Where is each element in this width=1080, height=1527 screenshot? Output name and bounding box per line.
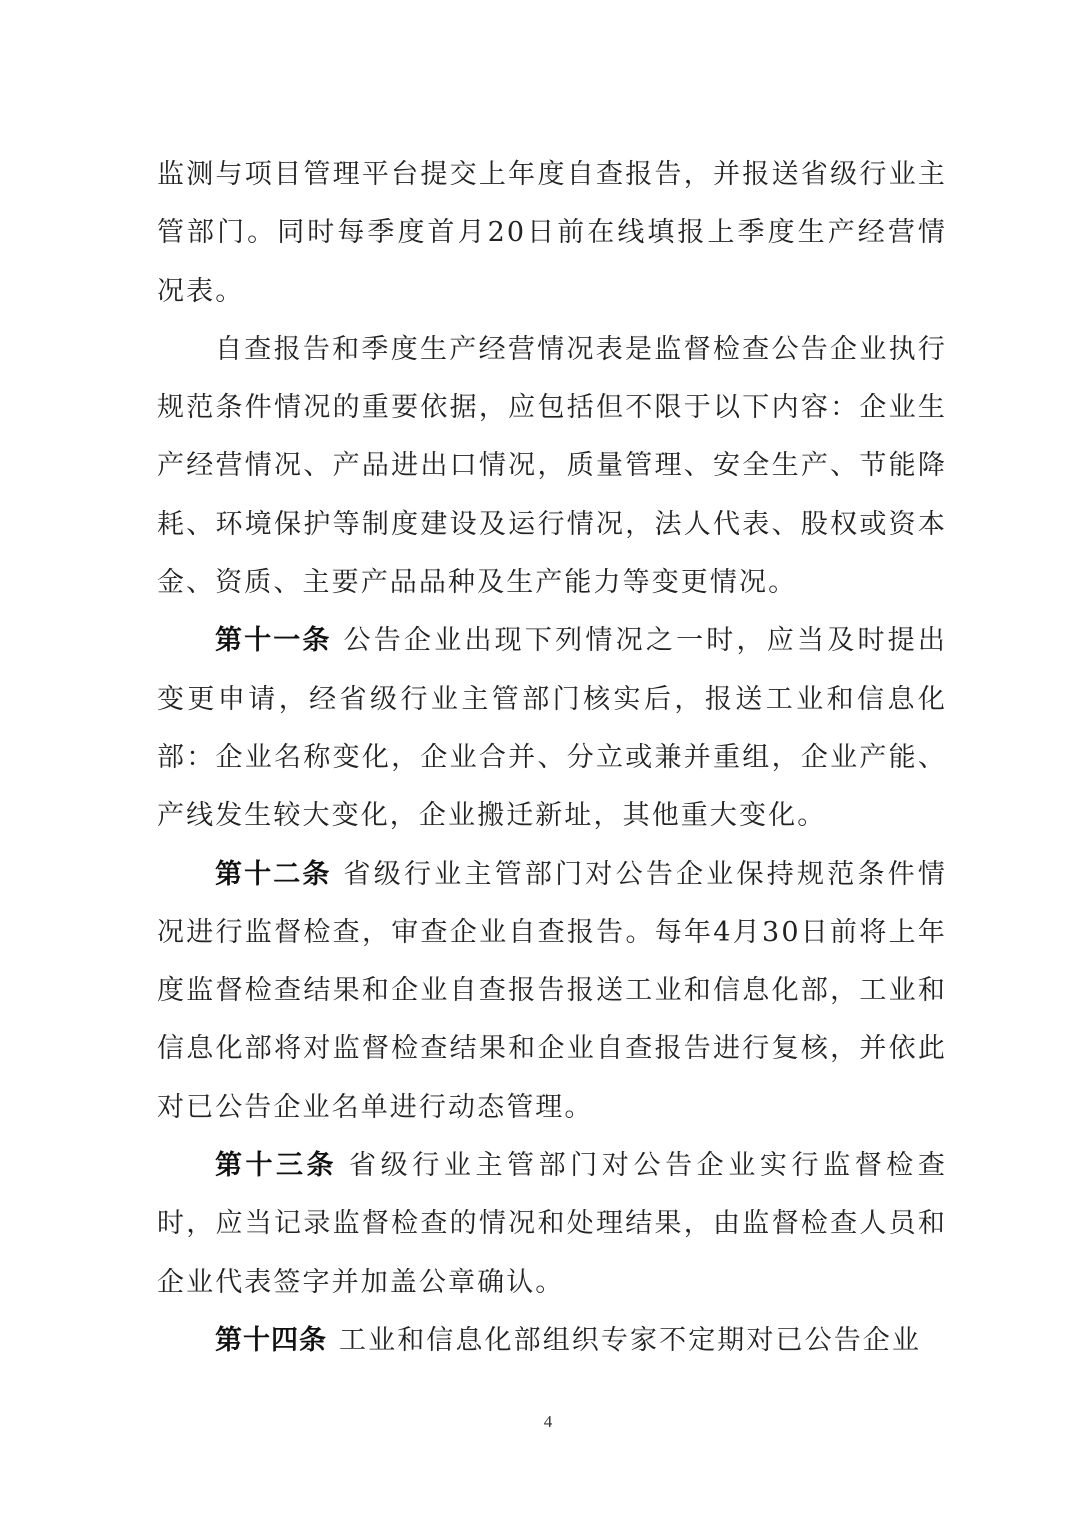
- article-13: [157, 1137, 947, 1312]
- article-text: 公告企业出现下列情况之一时，应当及时提出变更申请，经省级行业主管部门核实后，报送工业和信息化部：企业名称变化，企业合并、分立或兼并重组，企业产能、产线发生较大变化，企业搬迁新址，其他重大变化。: [157, 625, 948, 832]
- article-number: 第十四条: [215, 1324, 327, 1356]
- page-number: 4: [543, 1412, 553, 1431]
- article-number: 第十二条: [215, 858, 332, 890]
- paragraph-text: 监测与项目管理平台提交上年度自查报告，并报送省级行业主管部门。同时每季度首月20日前在线填报上季度生产经营情况表。: [157, 159, 947, 307]
- document-page: [157, 146, 947, 1370]
- article-text: 省级行业主管部门对公告企业实行监督检查时，应当记录监督检查的情况和处理结果，由监督检查人员和企业代表签字并加盖公章确认。: [157, 1150, 948, 1298]
- paragraph-continuation: [157, 146, 947, 321]
- article-text: 工业和信息化部组织专家不定期对已公告企业: [339, 1324, 921, 1356]
- article-14: [157, 1312, 947, 1370]
- article-12: [157, 846, 947, 1137]
- article-number: 第十三条: [215, 1150, 338, 1182]
- article-text: 省级行业主管部门对公告企业保持规范条件情况进行监督检查，审查企业自查报告。每年4月30日前将上年度监督检查结果和企业自查报告报送工业和信息化部，工业和信息化部将对监督检查结果和企业自查报告进行复核，并依此对已公告企业名单进行动态管理。: [157, 858, 948, 1123]
- paragraph-text: 自查报告和季度生产经营情况表是监督检查公告企业执行规范条件情况的重要依据，应包括但不限于以下内容：企业生产经营情况、产品进出口情况，质量管理、安全生产、节能降耗、环境保护等制度建设及运行情况，法人代表、股权或资本金、资质、主要产品品种及生产能力等变更情况。: [157, 333, 947, 599]
- article-11: [157, 612, 947, 845]
- article-number: 第十一条: [215, 625, 332, 657]
- paragraph-self-check-report: [157, 321, 947, 612]
